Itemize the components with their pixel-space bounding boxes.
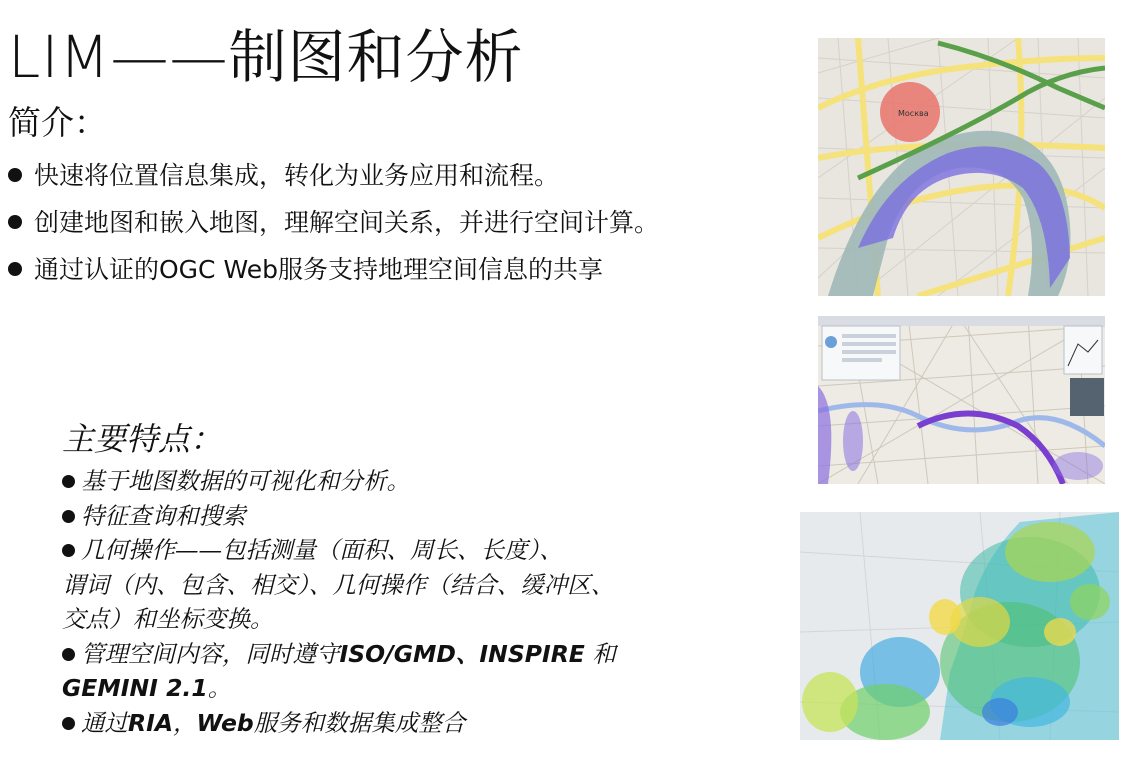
feature-5	[62, 706, 782, 741]
heatmap-graphic	[800, 512, 1119, 740]
feature-text: 特征查询和搜索	[81, 501, 246, 530]
moscow-map-image	[818, 38, 1105, 296]
intro-label: 简介：	[8, 103, 107, 142]
intro-bullet-list	[8, 152, 788, 293]
intro-bullet-text: 快速将位置信息集成，转化为业务应用和流程。	[34, 161, 560, 190]
map-city-label: Москва	[898, 109, 929, 118]
feature-text-latin: ISO/GMD、INSPIRE	[339, 639, 585, 668]
feature-3	[62, 533, 782, 568]
intro-bullet-3	[8, 246, 788, 293]
feature-3-line-2: 谓词（内、包含、相交）、几何操作（结合、缓冲区、	[62, 570, 615, 599]
bullet-dot-icon	[8, 168, 22, 182]
feature-1	[62, 464, 782, 499]
feature-text: ，	[173, 708, 197, 737]
heatmap-map-image	[800, 512, 1119, 740]
feature-text-latin: Web	[196, 708, 254, 737]
intro-bullet-1	[8, 152, 788, 199]
features-list	[62, 464, 782, 740]
intro-bullet-text: 创建地图和嵌入地图，理解空间关系，并进行空间计算。	[34, 208, 660, 237]
feature-text-latin: GEMINI 2.1	[62, 674, 208, 702]
feature-text: 服务和数据集成整合	[253, 708, 466, 737]
paris-map-app-image	[818, 316, 1105, 484]
features-title: 主要特点：	[62, 420, 223, 458]
bullet-dot-icon	[8, 215, 22, 229]
bullet-dot-icon	[62, 510, 75, 523]
intro-bullet-2	[8, 199, 788, 246]
bullet-dot-icon	[8, 262, 22, 276]
intro-bullet-text: 通过认证的OGC Web服务支持地理空间信息的共享	[34, 255, 603, 284]
slide-title: LIM——制图和分析	[8, 23, 524, 91]
feature-3-line-3: 交点）和坐标变换。	[62, 605, 274, 633]
moscow-map-graphic	[818, 38, 1105, 296]
feature-4-line-2	[62, 671, 782, 706]
bullet-dot-icon	[62, 648, 75, 661]
feature-text: 基于地图数据的可视化和分析。	[81, 467, 410, 495]
feature-text: 。	[207, 674, 232, 702]
feature-text: 通过	[81, 708, 128, 737]
feature-4	[62, 637, 782, 672]
paris-map-graphic	[818, 316, 1105, 484]
bullet-dot-icon	[62, 717, 75, 730]
feature-text: 管理空间内容，同时遵守	[81, 639, 340, 668]
feature-text: 几何操作——包括测量（面积、周长、长度）、	[81, 536, 563, 564]
feature-text: 和	[584, 639, 616, 668]
bullet-dot-icon	[62, 475, 75, 488]
bullet-dot-icon	[62, 544, 75, 557]
feature-text-latin: RIA	[128, 708, 174, 737]
feature-2	[62, 499, 782, 534]
